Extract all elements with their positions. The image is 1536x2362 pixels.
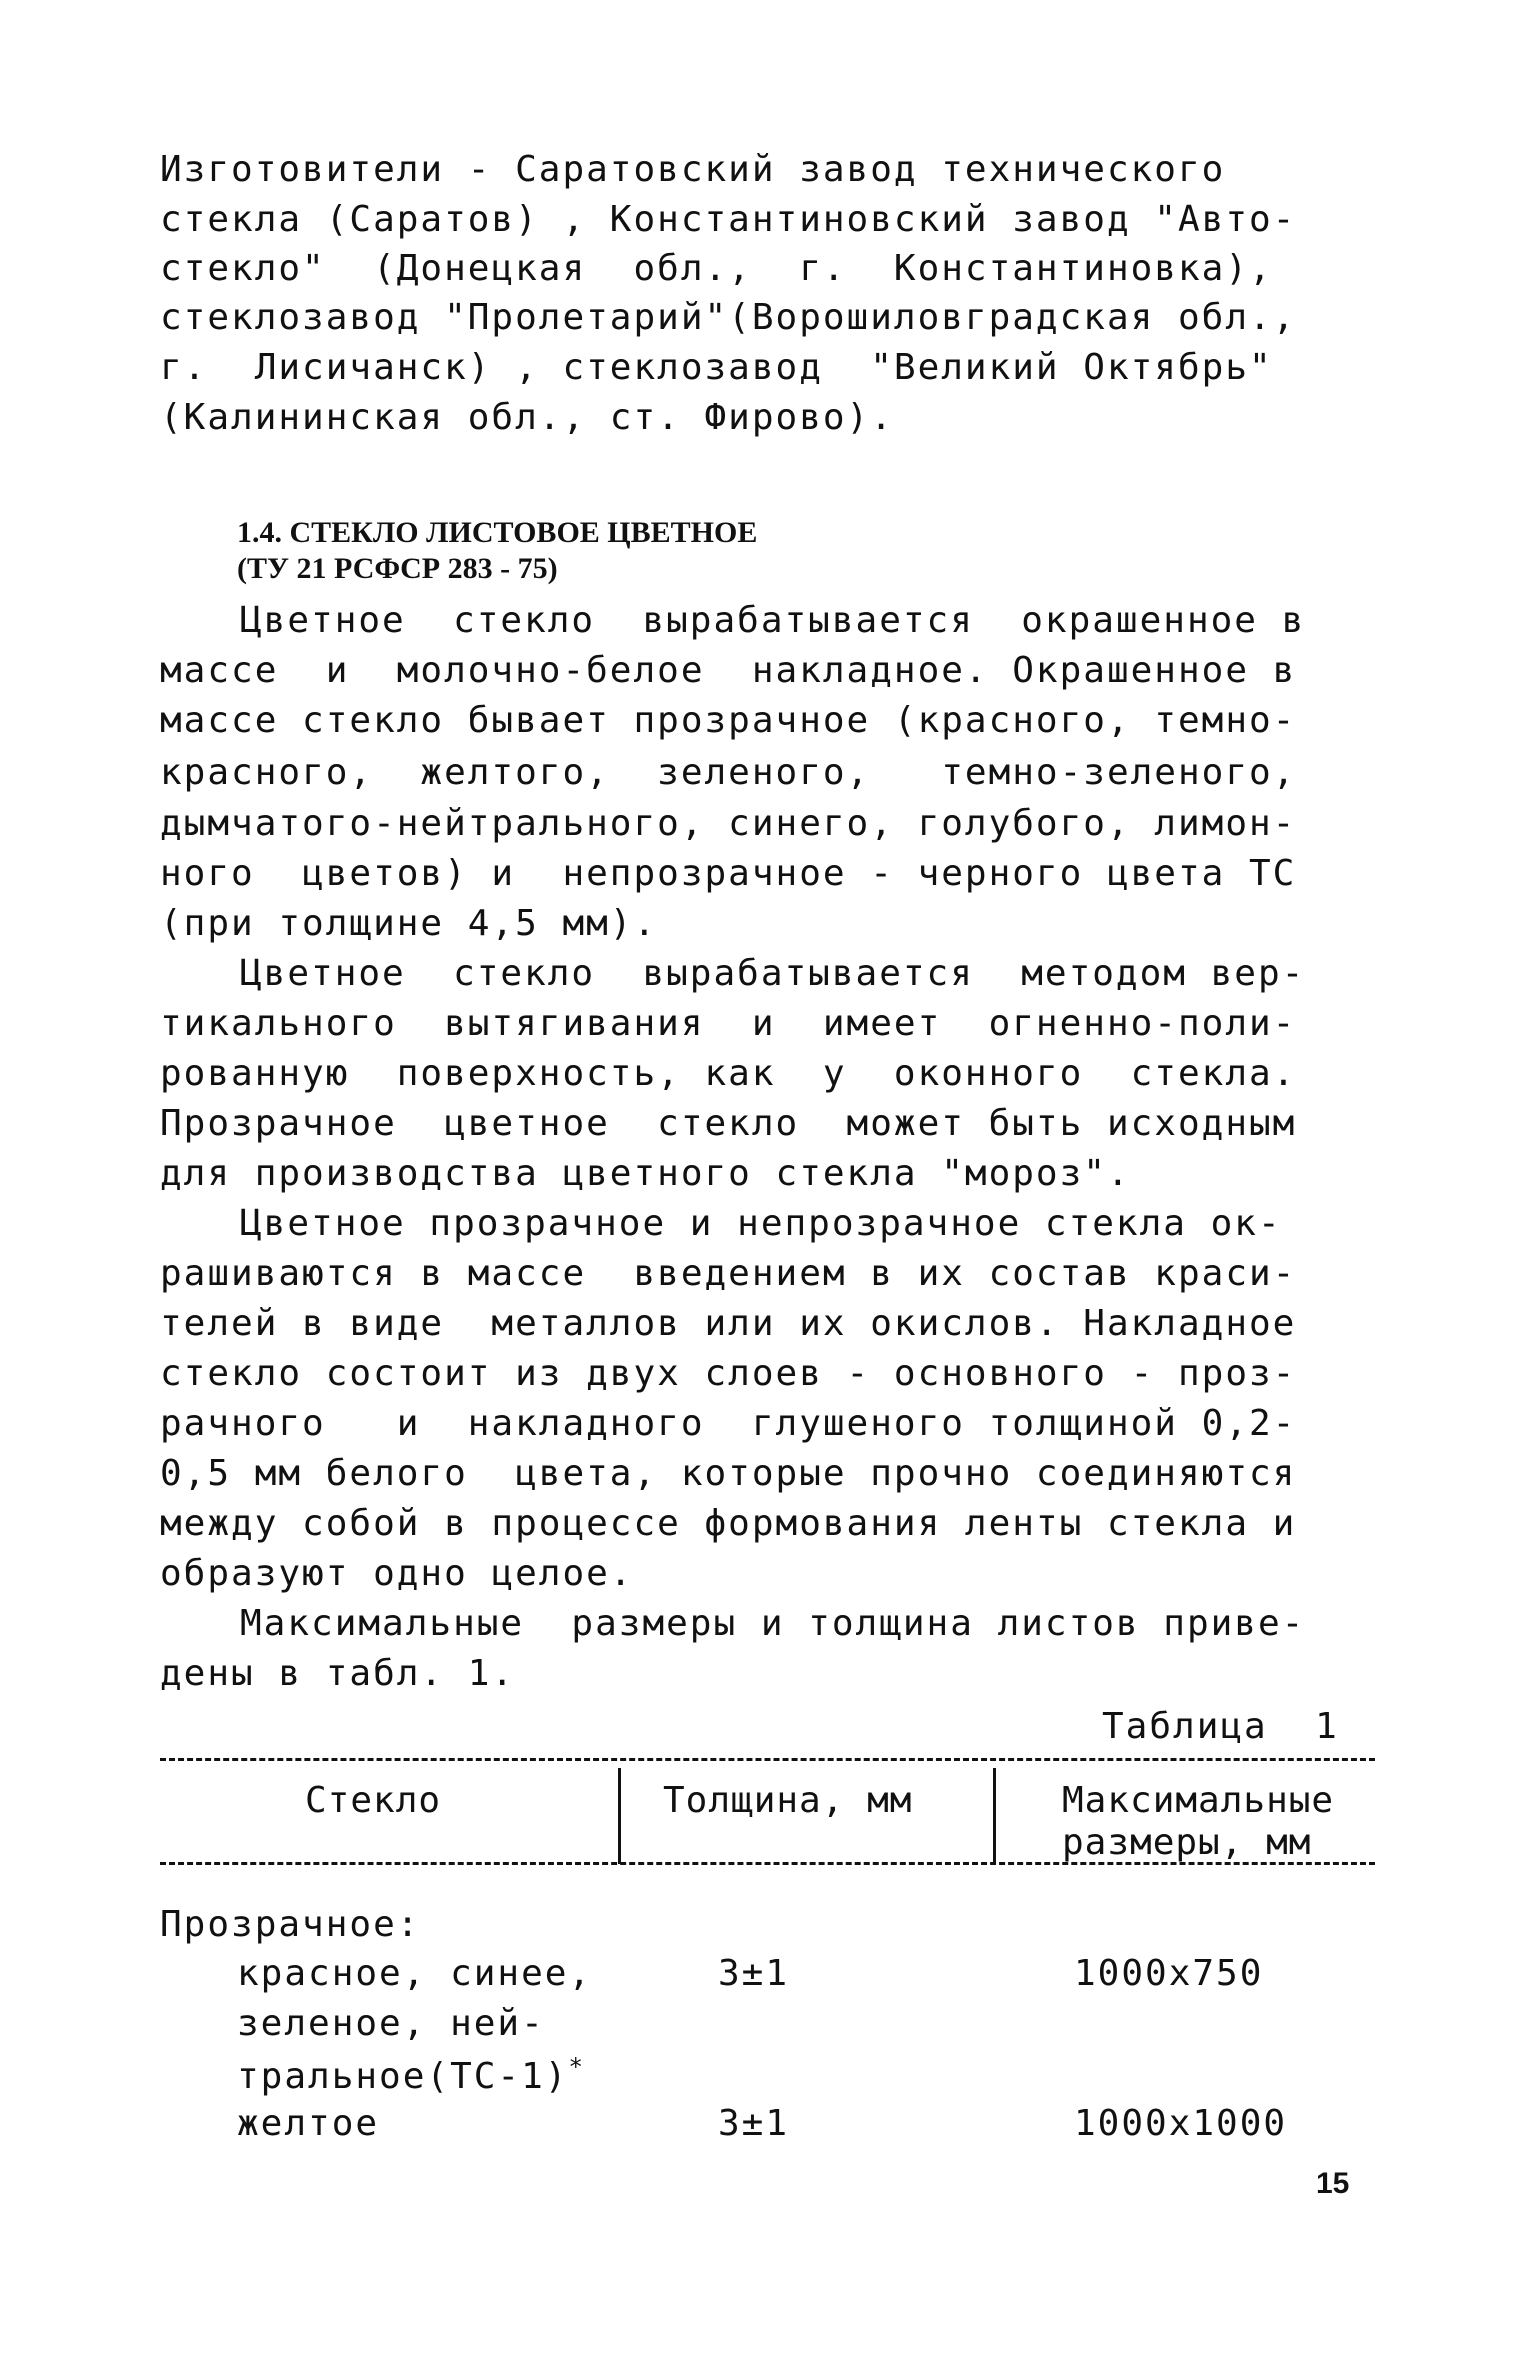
text-line: телей в виде металлов или их окислов. Накладное <box>160 1303 1297 1344</box>
table-column-divider <box>618 1768 621 1864</box>
text-line: для производства цветного стекла "мороз". <box>160 1153 1131 1194</box>
table-cell-max-sizes: 1000x1000 <box>1074 2103 1288 2144</box>
text-line: массе и молочно-белое накладное. Окрашенное в <box>160 650 1297 691</box>
table-cell-glass: красное, синее, <box>237 1953 593 1994</box>
table-header-max-sizes: размеры, мм <box>1062 1822 1312 1863</box>
table-cell-max-sizes: 1000x750 <box>1074 1953 1264 1994</box>
footnote-mark: * <box>568 2053 585 2081</box>
page-number: 15 <box>1316 2167 1350 2200</box>
table-cell-glass-text: тральное(ТС-1) <box>237 2056 569 2097</box>
table-cell-thickness: 3±1 <box>718 1953 790 1994</box>
text-line: Максимальные размеры и толщина листов приве- <box>240 1603 1306 1644</box>
text-line: Изготовители - Саратовский завод технического <box>160 149 1226 190</box>
table-header-max-sizes: Максимальные <box>1062 1780 1335 1821</box>
text-line: рачного и накладного глушеного толщиной 0,2- <box>160 1403 1297 1444</box>
text-line: стекло" (Донецкая обл., г. Константиновка), <box>160 248 1273 289</box>
table-caption: Таблица 1 <box>1102 1706 1339 1747</box>
table-cell-thickness: 3±1 <box>718 2103 790 2144</box>
text-line: г. Лисичанск) , стеклозавод "Великий Октябрь" <box>160 347 1273 388</box>
text-line: дены в табл. 1. <box>160 1653 516 1694</box>
text-line: Цветное стекло вырабатывается методом вер- <box>240 953 1306 994</box>
text-line: стекло состоит из двух слоев - основного - проз- <box>160 1353 1297 1394</box>
text-line: стекла (Саратов) , Константиновский завод "Авто- <box>160 199 1297 240</box>
text-line: между собой в процессе формования ленты стекла и <box>160 1503 1297 1544</box>
text-line: рашиваются в массе введением в их состав краси- <box>160 1253 1297 1294</box>
text-line: (Калининская обл., ст. Фирово). <box>160 397 894 438</box>
section-spec: (ТУ 21 РСФСР 283 - 75) <box>237 552 558 585</box>
text-line: 0,5 мм белого цвета, которые прочно соединяются <box>160 1453 1297 1494</box>
table-header-thickness: Толщина, мм <box>663 1780 913 1821</box>
text-line: рованную поверхность, как у оконного стекла. <box>160 1053 1297 1094</box>
table-header-glass: Стекло <box>305 1780 442 1821</box>
text-line: красного, желтого, зеленого, темно-зеленого, <box>160 752 1297 793</box>
table-cell-glass: зеленое, ней- <box>237 2003 545 2044</box>
text-line: ного цветов) и непрозрачное - черного цвета ТС <box>160 853 1297 894</box>
text-line: стеклозавод "Пролетарий"(Ворошиловградская обл., <box>160 297 1297 338</box>
table-cell-glass <box>237 2053 585 2097</box>
text-line: образуют одно целое. <box>160 1553 634 1594</box>
table-top-rule <box>160 1758 1375 1761</box>
text-line: массе стекло бывает прозрачное (красного, темно- <box>160 700 1297 741</box>
table-group-label: Прозрачное: <box>160 1904 421 1945</box>
table-cell-glass: желтое <box>237 2103 380 2144</box>
text-line: Цветное стекло вырабатывается окрашенное в <box>240 600 1306 641</box>
text-line: дымчатого-нейтрального, синего, голубого, лимон- <box>160 803 1297 844</box>
table-column-divider <box>993 1768 996 1864</box>
section-title: 1.4. СТЕКЛО ЛИСТОВОЕ ЦВЕТНОЕ <box>237 516 758 549</box>
text-line: Цветное прозрачное и непрозрачное стекла ок- <box>240 1203 1282 1244</box>
text-line: тикального вытягивания и имеет огненно-поли- <box>160 1003 1297 1044</box>
text-line: Прозрачное цветное стекло может быть исходным <box>160 1103 1297 1144</box>
text-line: (при толщине 4,5 мм). <box>160 903 658 944</box>
